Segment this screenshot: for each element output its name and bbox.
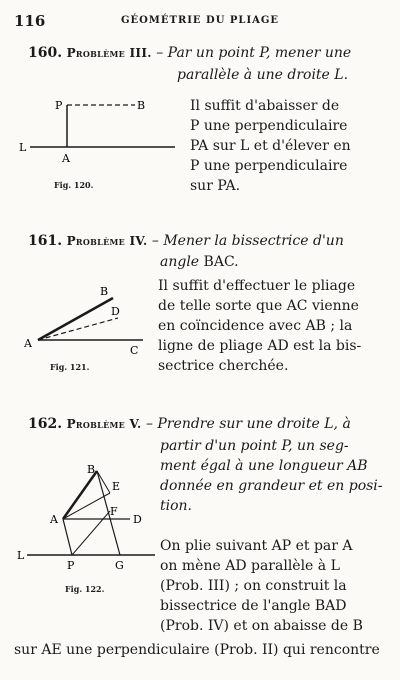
problem-statement: Par un point P, mener une (167, 45, 352, 61)
label-C: C (130, 344, 139, 357)
problem-statement: Prendre sur une droite L, à (157, 416, 351, 432)
problem-label: Problème V. (66, 417, 142, 431)
problem-statement-cont: angle BAC. (160, 254, 239, 270)
problem-161-body: Il suffit d'effectuer le pliage de telle sorte que AC vienne en coïncidence avec AB ; la ligne de pliage AD est la bis- sectrice cherchée. (158, 278, 362, 374)
line-BE (97, 471, 110, 493)
line-AP (63, 519, 72, 555)
label-A: A (50, 513, 58, 526)
problem-statement: Mener la bissectrice d'un (163, 233, 344, 249)
line-AB (38, 298, 113, 340)
label-P: P (67, 559, 75, 572)
problem-label: Problème III. (66, 46, 152, 60)
problem-statement-cont: parallèle à une droite L. (177, 67, 349, 83)
label-A: A (24, 337, 32, 350)
figure-120 (15, 92, 185, 172)
line-PF (72, 511, 110, 555)
label-L: L (19, 141, 27, 154)
figure-122-caption: Fig. 122. (65, 584, 105, 594)
label-B: B (87, 465, 96, 476)
figure-120-caption: Fig. 120. (54, 180, 94, 190)
line-AE (63, 493, 110, 519)
line-AB (63, 471, 97, 519)
problem-number: 160. (28, 45, 63, 61)
problem-160-body: Il suffit d'abaisser de P une perpendiculaire PA sur L et d'élever en P une perpendiculaire sur PA. (190, 98, 351, 194)
figure-121 (18, 280, 158, 360)
label-P: P (55, 99, 63, 112)
problem-162-last-line: sur AE une perpendiculaire (Prob. II) qui rencontre (14, 642, 380, 658)
line-AD (38, 318, 118, 340)
problem-number: 161. (28, 233, 63, 249)
label-G: G (115, 559, 124, 572)
label-A: A (62, 152, 70, 165)
label-D: D (111, 305, 120, 318)
label-B: B (137, 99, 146, 112)
problem-label: Problème IV. (66, 234, 148, 248)
page-header (14, 12, 386, 32)
label-B: B (100, 285, 109, 298)
problem-162-body: On plie suivant AP et par A on mène AD parallèle à L (Prob. III) ; on construit la bissectrice de l'angle BAD (Prob. IV) et on abaisse de B (160, 538, 363, 634)
problem-number: 162. (28, 416, 63, 432)
running-title: GÉOMÉTRIE DU PLIAGE (120, 15, 280, 26)
problem-162-heading: 162. Problème V. – Prendre sur une droite L, à (28, 416, 351, 432)
problem-160-heading: 160. Problème III. – Par un point P, mener une (28, 45, 352, 61)
figure-122 (15, 465, 165, 577)
figure-121-caption: Fig. 121. (50, 362, 90, 372)
label-L: L (17, 549, 25, 562)
label-D: D (133, 513, 142, 526)
page-number: 116 (14, 12, 46, 30)
problem-162-statement: partir d'un point P, un seg- ment égal à une longueur AB donnée en grandeur et en posi- tion. (160, 438, 383, 514)
problem-161-heading: 161. Problème IV. – Mener la bissectrice d'un (28, 233, 344, 249)
label-F: F (110, 505, 118, 518)
label-E: E (112, 480, 121, 493)
